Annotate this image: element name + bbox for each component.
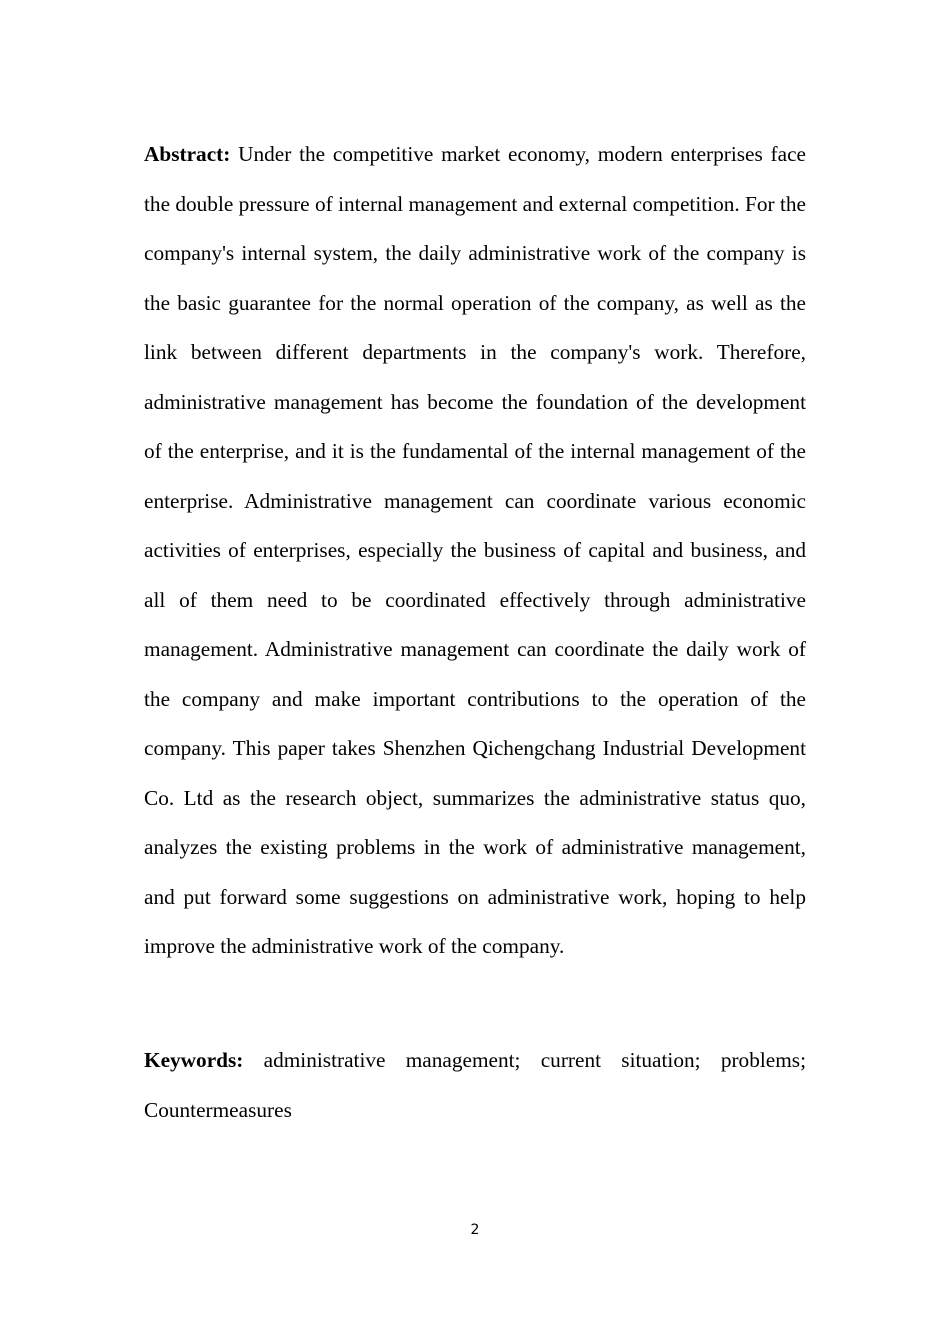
keywords-label: Keywords:: [144, 1048, 244, 1072]
abstract-label: Abstract:: [144, 142, 231, 166]
abstract-text: Under the competitive market economy, modern enterprises face the double pressure of internal management and external competition. For the company's internal system, the daily administrative work of the company is the basic guarantee for the normal operation of the company, as well as the link between different departments in the company's work. Therefore, administrative management has become the foundation of the development of the enterprise, and it is the fundamental of the internal management of the enterprise. Administrative management can coordinate various economic activities of enterprises, especially the business of capital and business, and all of them need to be coordinated effectively through administrative management. Administrative management can coordinate the daily work of the company and make important contributions to the operation of the company. This paper takes Shenzhen Qichengchang Industrial Development Co. Ltd as the research object, summarizes the administrative status quo, analyzes the existing problems in the work of administrative management, and put forward some suggestions on administrative work, hoping to help improve the administrative work of the company.: [144, 142, 806, 958]
keywords-paragraph: [144, 1036, 806, 1135]
abstract-paragraph: [144, 130, 806, 972]
keywords-text: administrative management; current situation; problems; Countermeasures: [144, 1048, 806, 1122]
page-number: 2: [470, 1222, 480, 1238]
